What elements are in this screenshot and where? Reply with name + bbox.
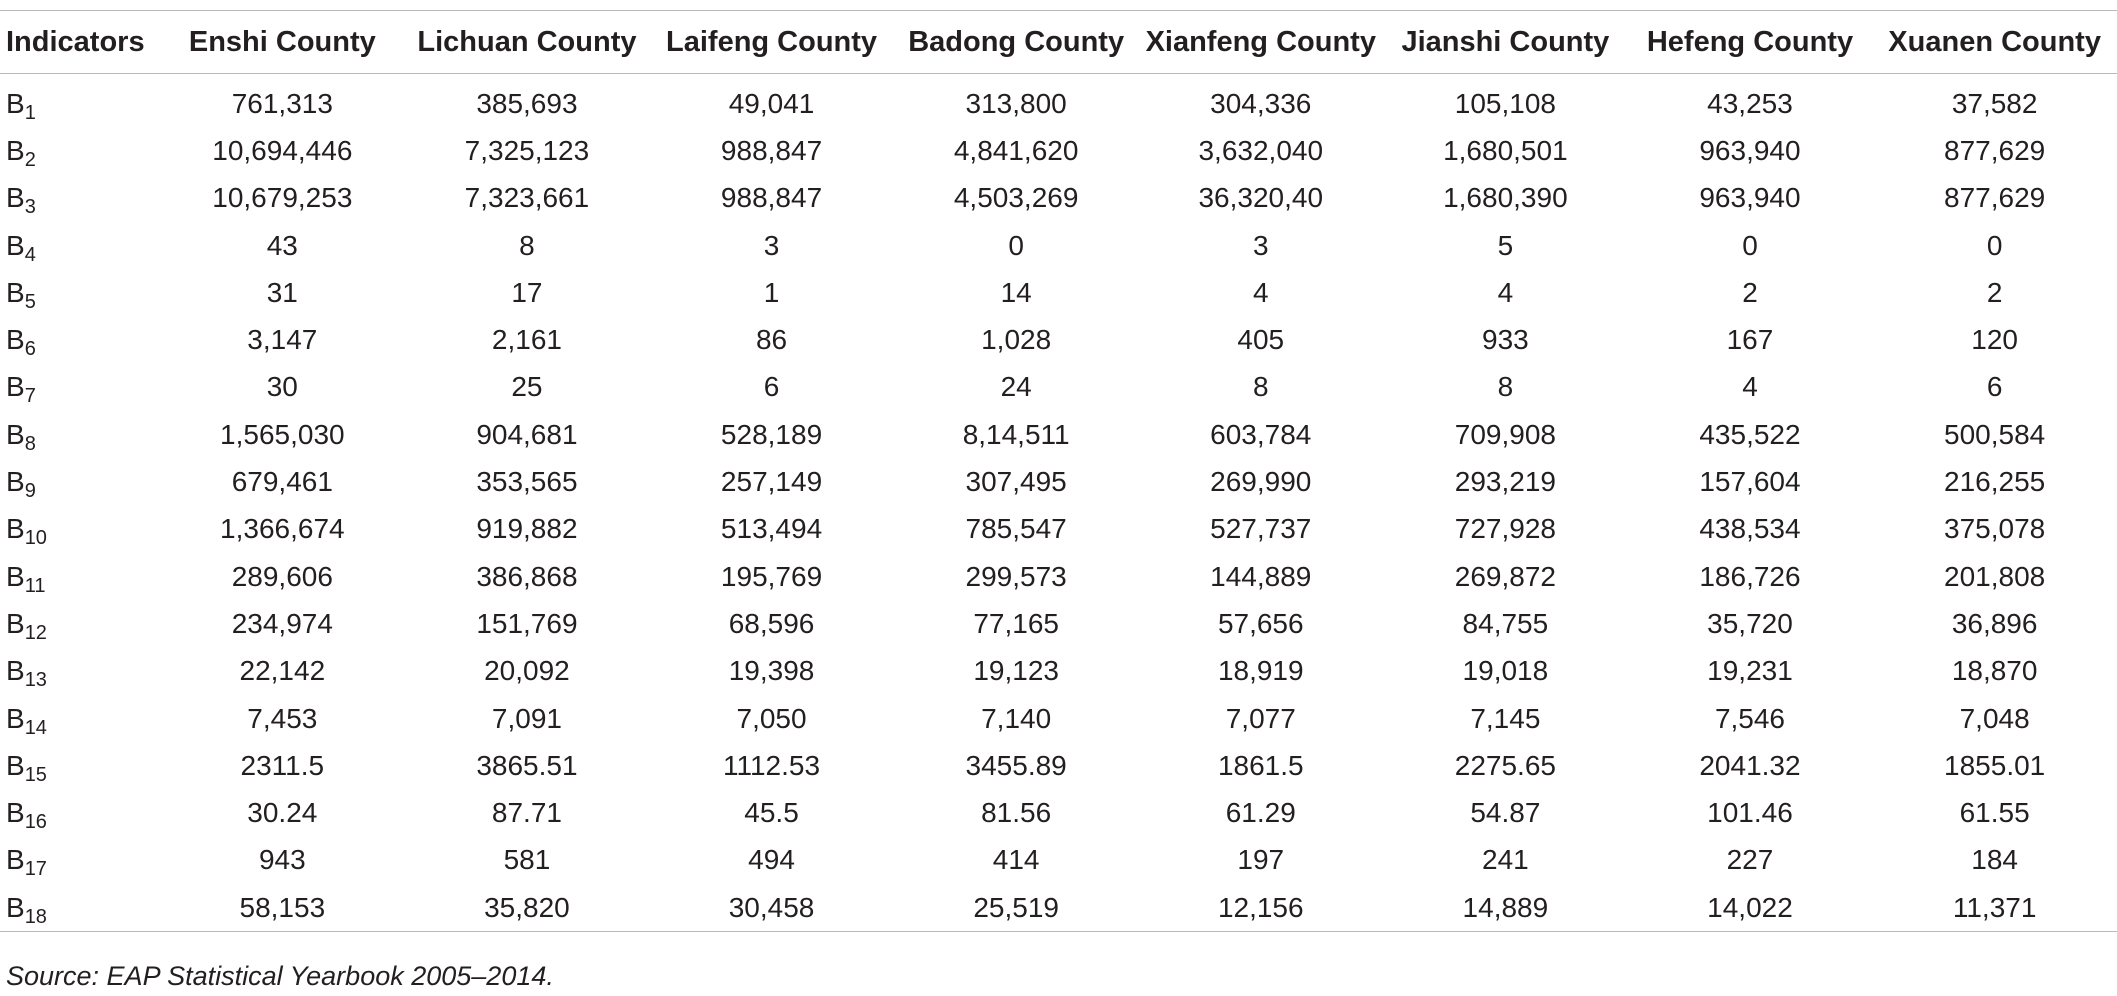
table-cell: 20,092 — [484, 655, 570, 687]
table-cell: 36,896 — [1951, 607, 2038, 639]
table-cell: 54.87 — [1470, 797, 1541, 829]
indicator-subscript: 9 — [24, 480, 36, 503]
table-cell: 933 — [1482, 324, 1529, 356]
indicator-label — [0, 553, 160, 600]
table-cell: 257,149 — [720, 466, 823, 498]
table-cell: 438,534 — [1699, 513, 1801, 545]
table-cell: 7,453 — [247, 702, 318, 734]
table-cell: 7,323,661 — [464, 182, 590, 214]
table-cell: 5 — [1497, 229, 1514, 261]
indicator-label — [0, 316, 160, 363]
indicator-letter: B — [6, 371, 25, 403]
table-body — [0, 74, 2117, 932]
table-row — [0, 458, 2117, 505]
indicator-subscript: 7 — [24, 385, 36, 408]
table-cell: 10,679,253 — [212, 182, 353, 214]
indicator-letter: B — [6, 702, 25, 734]
table-cell: 8 — [1252, 371, 1269, 403]
column-header: Enshi County — [160, 11, 405, 74]
indicator-subscript: 18 — [24, 905, 47, 928]
table-row — [0, 316, 2117, 363]
indicators-table — [0, 10, 2117, 932]
table-cell: 4 — [1497, 276, 1514, 308]
table-row — [0, 695, 2117, 742]
table-row — [0, 789, 2117, 836]
column-header: Hefeng County — [1628, 11, 1873, 74]
table-cell: 68,596 — [728, 607, 815, 639]
indicator-letter: B — [6, 607, 25, 639]
table-cell: 494 — [748, 844, 795, 876]
table-cell: 6 — [1986, 371, 2003, 403]
table-cell: 31 — [266, 276, 298, 308]
indicator-label — [0, 74, 160, 128]
table-cell: 12,156 — [1138, 884, 1383, 932]
table-cell: 963,940 — [1699, 182, 1801, 214]
indicator-subscript: 17 — [24, 858, 47, 881]
table-cell: 61.55 — [1959, 797, 2030, 829]
indicator-subscript: 13 — [24, 669, 47, 692]
table-cell: 35,720 — [1707, 607, 1793, 639]
indicator-subscript: 16 — [24, 811, 47, 834]
indicator-label — [0, 506, 160, 553]
table-cell: 7,546 — [1714, 702, 1786, 734]
table-row — [0, 600, 2117, 647]
table-cell: 14 — [1000, 276, 1032, 308]
column-header: Xianfeng County — [1138, 11, 1383, 74]
table-cell: 195,769 — [720, 560, 823, 592]
table-cell: 35,820 — [405, 884, 650, 932]
table-cell: 0 — [1986, 229, 2003, 261]
table-cell: 2041.32 — [1699, 749, 1801, 781]
table-cell: 3 — [1252, 229, 1269, 261]
table-cell: 3,632,040 — [1198, 134, 1324, 166]
table-cell: 500,584 — [1944, 418, 2046, 450]
indicator-label — [0, 269, 160, 316]
indicator-letter: B — [6, 324, 25, 356]
column-header: Lichuan County — [405, 11, 650, 74]
table-cell: 761,313 — [231, 87, 333, 119]
table-cell: 7,145 — [1470, 702, 1541, 734]
table-cell: 727,928 — [1454, 513, 1556, 545]
table-cell: 2275.65 — [1454, 749, 1556, 781]
table-cell: 19,123 — [973, 655, 1059, 687]
table-cell: 2,161 — [491, 324, 562, 356]
column-header-indicators: Indicators — [0, 11, 160, 74]
table-cell: 201,808 — [1944, 560, 2046, 592]
table-cell: 919,882 — [476, 513, 578, 545]
table-cell: 527,737 — [1210, 513, 1312, 545]
table-cell: 0 — [1742, 229, 1758, 261]
table-cell: 87.71 — [491, 797, 562, 829]
table-cell: 30.24 — [247, 797, 318, 829]
table-cell: 4 — [1742, 371, 1758, 403]
table-cell: 8 — [1497, 371, 1514, 403]
indicator-label — [0, 411, 160, 458]
table-row — [0, 74, 2117, 128]
indicator-label — [0, 648, 160, 695]
table-row — [0, 648, 2117, 695]
table-cell: 84,755 — [1462, 607, 1549, 639]
indicator-label — [0, 175, 160, 222]
indicator-letter: B — [6, 182, 25, 214]
table-cell: 293,219 — [1454, 466, 1556, 498]
indicator-label — [0, 364, 160, 411]
column-header: Xuanen County — [1872, 11, 2117, 74]
table-cell: 709,908 — [1454, 418, 1556, 450]
table-row — [0, 884, 2117, 932]
table-cell: 37,582 — [1951, 87, 2038, 119]
column-header: Laifeng County — [649, 11, 894, 74]
table-cell: 30,458 — [649, 884, 894, 932]
indicator-letter: B — [6, 797, 25, 829]
table-cell: 1,028 — [981, 324, 1052, 356]
table-cell: 11,371 — [1872, 884, 2117, 932]
table-cell: 22,142 — [239, 655, 326, 687]
table-cell: 435,522 — [1699, 418, 1801, 450]
table-cell: 943 — [258, 844, 306, 876]
table-cell: 234,974 — [231, 607, 333, 639]
table-cell: 167 — [1726, 324, 1774, 356]
table-row — [0, 506, 2117, 553]
table-cell: 18,919 — [1217, 655, 1304, 687]
indicator-letter: B — [6, 560, 25, 592]
table-row — [0, 553, 2117, 600]
table-cell: 385,693 — [476, 87, 578, 119]
table-cell: 7,091 — [491, 702, 562, 734]
table-cell: 1,366,674 — [220, 513, 345, 545]
table-cell: 8 — [519, 229, 535, 261]
table-cell: 313,800 — [965, 87, 1067, 119]
indicator-label — [0, 695, 160, 742]
table-cell: 3865.51 — [476, 749, 578, 781]
table-row — [0, 742, 2117, 789]
table-cell: 151,769 — [476, 607, 578, 639]
table-cell: 25,519 — [894, 884, 1139, 932]
indicator-letter: B — [6, 418, 25, 450]
table-cell: 7,140 — [981, 702, 1052, 734]
table-cell: 216,255 — [1944, 466, 2046, 498]
table-cell: 14,022 — [1628, 884, 1873, 932]
table-cell: 45.5 — [744, 797, 799, 829]
table-cell: 289,606 — [231, 560, 333, 592]
table-cell: 3455.89 — [965, 749, 1067, 781]
table-cell: 184 — [1971, 844, 2018, 876]
table-cell: 49,041 — [728, 87, 815, 119]
table-cell: 304,336 — [1210, 87, 1312, 119]
table-cell: 101.46 — [1707, 797, 1793, 829]
table-cell: 1,565,030 — [220, 418, 345, 450]
table-cell: 307,495 — [965, 466, 1067, 498]
table-cell: 157,604 — [1699, 466, 1801, 498]
indicator-subscript: 11 — [24, 574, 46, 597]
table-row — [0, 364, 2117, 411]
table-cell: 61.29 — [1225, 797, 1296, 829]
table-cell: 2 — [1742, 276, 1758, 308]
table-cell: 57,656 — [1217, 607, 1304, 639]
table-row — [0, 175, 2117, 222]
table-cell: 241 — [1482, 844, 1529, 876]
table-cell: 25 — [511, 371, 543, 403]
indicator-label — [0, 837, 160, 884]
indicator-label — [0, 600, 160, 647]
table-cell: 299,573 — [965, 560, 1067, 592]
indicator-letter: B — [6, 891, 25, 923]
indicator-letter: B — [6, 513, 25, 545]
indicator-subscript: 4 — [24, 243, 36, 266]
table-cell: 386,868 — [476, 560, 578, 592]
table-cell: 988,847 — [720, 134, 823, 166]
table-cell: 0 — [1008, 229, 1024, 261]
table-cell: 4 — [1252, 276, 1269, 308]
table-cell: 227 — [1726, 844, 1774, 876]
indicator-label — [0, 884, 160, 932]
table-cell: 7,050 — [736, 702, 807, 734]
table-cell: 904,681 — [476, 418, 578, 450]
table-cell: 19,398 — [728, 655, 815, 687]
source-note: Source: EAP Statistical Yearbook 2005–2014. — [6, 961, 554, 991]
table-cell: 86 — [755, 324, 788, 356]
table-cell: 1,680,390 — [1443, 182, 1568, 214]
table-cell: 679,461 — [231, 466, 333, 498]
indicator-subscript: 12 — [24, 621, 47, 644]
table-header — [0, 11, 2117, 74]
table-cell: 581 — [503, 844, 551, 876]
indicator-subscript: 15 — [24, 763, 47, 786]
table-cell: 1112.53 — [723, 749, 821, 781]
table-cell: 375,078 — [1944, 513, 2046, 545]
indicator-subscript: 2 — [24, 148, 36, 171]
indicator-label — [0, 789, 160, 836]
table-cell: 3 — [763, 229, 780, 261]
table-cell: 3,147 — [247, 324, 318, 356]
indicator-subscript: 1 — [24, 101, 36, 124]
indicator-subscript: 8 — [24, 432, 36, 455]
table-cell: 14,889 — [1383, 884, 1628, 932]
indicator-subscript: 6 — [24, 338, 36, 361]
indicator-letter: B — [6, 655, 25, 687]
table-cell: 414 — [992, 844, 1040, 876]
table-cell: 18,870 — [1951, 655, 2038, 687]
table-cell: 353,565 — [476, 466, 578, 498]
indicator-subscript: 3 — [24, 196, 36, 219]
header-row — [0, 11, 2117, 74]
table-cell: 785,547 — [965, 513, 1067, 545]
table-cell: 58,153 — [160, 884, 405, 932]
table-row — [0, 127, 2117, 174]
indicator-label — [0, 458, 160, 505]
table-cell: 19,231 — [1707, 655, 1793, 687]
table-cell: 1,680,501 — [1443, 134, 1568, 166]
indicator-label — [0, 127, 160, 174]
table-cell: 19,018 — [1462, 655, 1549, 687]
table-row — [0, 269, 2117, 316]
table-cell: 197 — [1237, 844, 1285, 876]
table-cell: 405 — [1237, 324, 1285, 356]
table-cell: 43,253 — [1707, 87, 1793, 119]
table-cell: 105,108 — [1454, 87, 1556, 119]
table-cell: 2 — [1986, 276, 2003, 308]
table-row — [0, 411, 2117, 458]
indicator-letter: B — [6, 87, 25, 119]
table-cell: 2311.5 — [240, 749, 325, 781]
table-cell: 269,872 — [1454, 560, 1556, 592]
table-cell: 1855.01 — [1944, 749, 2046, 781]
table-cell: 120 — [1971, 324, 2018, 356]
table-cell: 144,889 — [1210, 560, 1312, 592]
table-cell: 7,077 — [1225, 702, 1296, 734]
table-cell: 1 — [763, 276, 780, 308]
indicator-letter: B — [6, 466, 25, 498]
table-cell: 10,694,446 — [212, 134, 353, 166]
table-cell: 963,940 — [1699, 134, 1801, 166]
indicator-subscript: 10 — [24, 527, 47, 550]
indicator-letter: B — [6, 749, 25, 781]
table-cell: 7,048 — [1959, 702, 2030, 734]
table-cell: 528,189 — [720, 418, 823, 450]
table-cell: 17 — [511, 276, 543, 308]
column-header: Jianshi County — [1383, 11, 1628, 74]
table-cell: 4,503,269 — [953, 182, 1079, 214]
indicator-letter: B — [6, 229, 25, 261]
indicator-subscript: 14 — [24, 716, 47, 739]
indicator-subscript: 5 — [24, 290, 36, 313]
table-cell: 6 — [763, 371, 780, 403]
table-row — [0, 222, 2117, 269]
indicator-letter: B — [6, 134, 25, 166]
table-cell: 513,494 — [720, 513, 823, 545]
table-cell: 77,165 — [973, 607, 1059, 639]
table-cell: 81.56 — [981, 797, 1052, 829]
table-cell: 877,629 — [1944, 182, 2046, 214]
table-cell: 603,784 — [1210, 418, 1312, 450]
table-cell: 1861.5 — [1217, 749, 1304, 781]
table-cell: 186,726 — [1699, 560, 1801, 592]
table-cell: 24 — [1000, 371, 1032, 403]
table-cell: 988,847 — [720, 182, 823, 214]
indicator-label — [0, 742, 160, 789]
table-cell: 30 — [266, 371, 298, 403]
table-cell: 8,14,511 — [962, 418, 1070, 450]
indicator-letter: B — [6, 844, 25, 876]
table-cell: 36,320,40 — [1198, 182, 1324, 214]
table-cell: 269,990 — [1210, 466, 1312, 498]
indicator-label — [0, 222, 160, 269]
indicator-letter: B — [6, 276, 25, 308]
table-cell: 4,841,620 — [953, 134, 1079, 166]
table-cell: 877,629 — [1944, 134, 2046, 166]
column-header: Badong County — [894, 11, 1139, 74]
table-cell: 7,325,123 — [464, 134, 590, 166]
table-row — [0, 837, 2117, 884]
table-cell: 43 — [266, 229, 298, 261]
